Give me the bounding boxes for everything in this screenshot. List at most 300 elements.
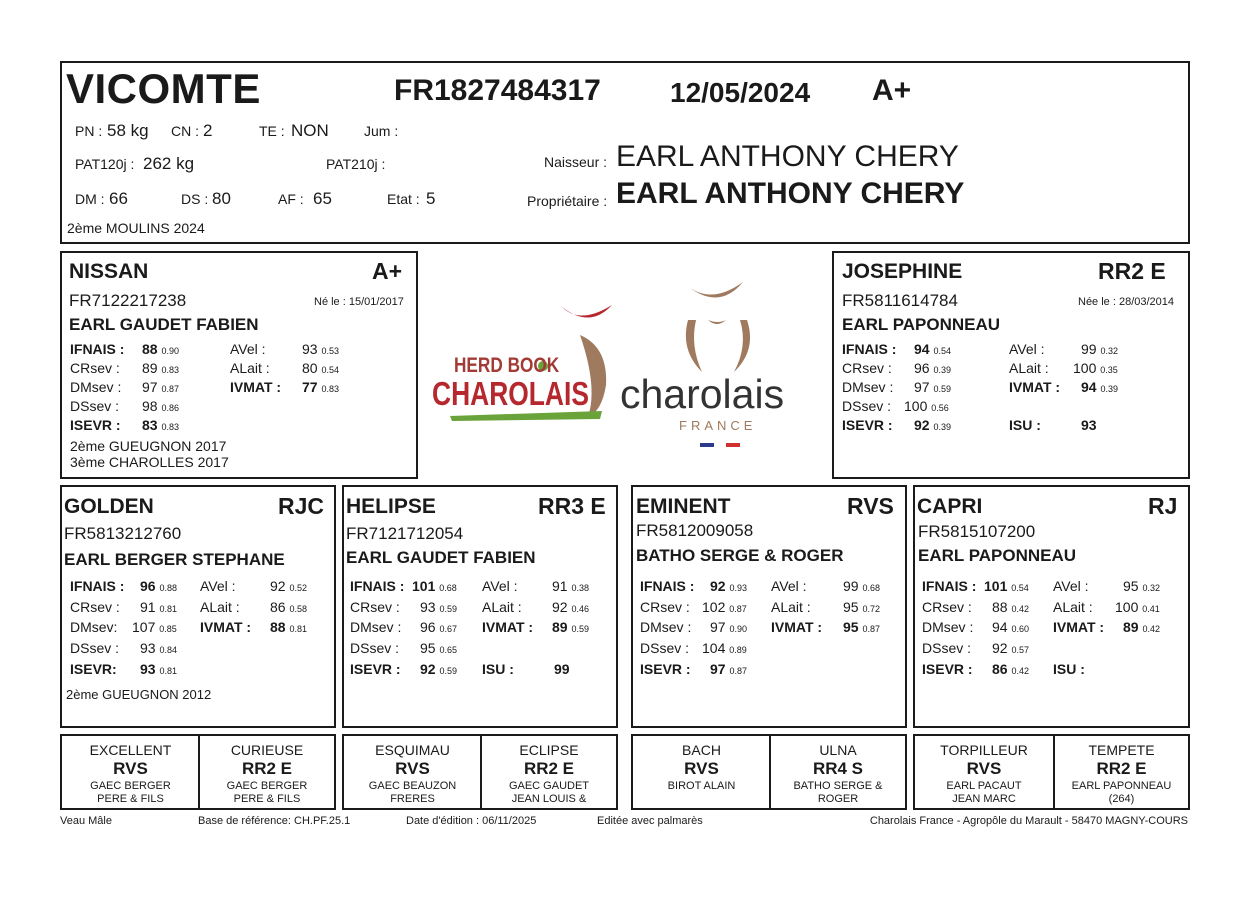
gp-isevr-row	[922, 661, 1029, 677]
sire-id: FR7122217238	[69, 291, 187, 310]
gp-avel-row	[482, 578, 589, 594]
france-wordmark: FRANCE	[679, 418, 757, 433]
great-grandparents-group-4	[913, 734, 1190, 810]
isevr-coef: 0.59	[439, 666, 457, 676]
dam-alait-row	[1009, 360, 1118, 376]
af-label: AF :	[278, 191, 304, 207]
ggp-name: ECLIPSE	[519, 742, 579, 758]
ggp-card-excellent	[62, 736, 199, 808]
isevr-label: ISEVR :	[842, 417, 893, 433]
ggp-owner-1: BIROT ALAIN	[667, 780, 736, 792]
gp-isu-row	[482, 661, 570, 677]
avel-value: 99	[1081, 341, 1097, 357]
proprietaire-label: Propriétaire :	[527, 193, 608, 209]
gp-crsev-row	[350, 599, 457, 615]
avel-label: AVel :	[1009, 341, 1045, 357]
dmsev-label: DMsev :	[350, 619, 402, 635]
ivmat-value: 88	[270, 619, 286, 635]
dam-grade: RR2 E	[1098, 258, 1166, 284]
gp-dssev-row	[640, 640, 747, 656]
isevr-value: 92	[914, 417, 930, 433]
sire-ivmat-row	[230, 379, 339, 395]
avel-label: AVel :	[1053, 578, 1089, 594]
af-value: 65	[313, 189, 332, 208]
avel-label: AVel :	[200, 578, 236, 594]
dmsev-coef: 0.67	[439, 624, 457, 634]
ggp-owner-1: BATHO SERGE &	[793, 780, 883, 792]
ggp-name: TEMPETE	[1088, 742, 1155, 758]
dssev-value: 98	[142, 398, 158, 414]
footer-organization: Charolais France - Agropôle du Marault - 58470 MAGNY-COURS	[869, 815, 1188, 827]
ivmat-label: IVMAT :	[1053, 619, 1105, 635]
gp-isevr-row	[70, 661, 177, 677]
ggp-owner-2: JEAN MARC	[952, 793, 1016, 805]
te-value: NON	[291, 121, 329, 140]
ggp-owner-1: GAEC GAUDET	[508, 780, 590, 792]
gp-dssev-row	[70, 640, 177, 656]
sire-birth-date: Né le : 15/01/2017	[314, 296, 404, 308]
footer-edition-date: Date d'édition : 06/11/2025	[406, 815, 537, 827]
dmsev-value: 97	[914, 379, 930, 395]
alait-coef: 0.41	[1142, 604, 1160, 614]
isevr-value: 86	[992, 661, 1008, 677]
ivmat-value: 89	[552, 619, 568, 635]
herd-book-charolais-logo	[430, 295, 620, 435]
dmsev-label: DMsev :	[70, 379, 122, 395]
naisseur-label: Naisseur :	[544, 154, 608, 170]
avel-coef: 0.68	[862, 583, 880, 593]
sire-avel-row	[230, 341, 339, 357]
dmsev-label: DMsev :	[640, 619, 692, 635]
isevr-value: 92	[420, 661, 436, 677]
ggp-owner-1: GAEC BEAUZON	[368, 780, 457, 792]
ivmat-value: 95	[843, 619, 859, 635]
gp-alait-row	[200, 599, 307, 615]
dssev-value: 95	[420, 640, 436, 656]
crsev-value: 89	[142, 360, 158, 376]
dmsev-value: 97	[142, 379, 158, 395]
grandparent-card-capri	[913, 485, 1190, 728]
avel-coef: 0.32	[1100, 346, 1118, 356]
gp-grade: RJ	[1148, 493, 1178, 519]
pn-value: 58 kg	[107, 121, 149, 140]
avel-label: AVel :	[771, 578, 807, 594]
gp-crsev-row	[922, 599, 1029, 615]
ifnais-label: IFNAIS :	[640, 578, 695, 594]
ggp-owner-1: EARL PAPONNEAU	[1071, 780, 1172, 792]
gp-ivmat-row	[1053, 619, 1160, 635]
ifnais-value: 96	[140, 578, 156, 594]
gp-name: HELIPSE	[346, 495, 436, 518]
gp-alait-row	[771, 599, 880, 615]
dssev-coef: 0.57	[1011, 645, 1029, 655]
gp-grade: RR3 E	[538, 493, 606, 519]
alait-label: ALait :	[200, 599, 240, 615]
gp-id: FR5815107200	[918, 522, 1036, 541]
pat120-value: 262 kg	[143, 154, 195, 173]
ifnais-label: IFNAIS :	[350, 578, 405, 594]
ivmat-label: IVMAT :	[1009, 379, 1061, 395]
dssev-label: DSsev :	[922, 640, 972, 656]
crsev-label: CRsev :	[70, 360, 120, 376]
ggp-card-eclipse	[482, 736, 616, 808]
dam-dssev-row	[842, 398, 949, 414]
gp-breeder: EARL BERGER STEPHANE	[64, 550, 285, 569]
etat-value: 5	[426, 189, 436, 208]
crsev-coef: 0.42	[1011, 604, 1029, 614]
ivmat-value: 94	[1081, 379, 1097, 395]
ivmat-coef: 0.87	[862, 624, 880, 634]
crsev-label: CRsev :	[350, 599, 400, 615]
isu-value: 99	[554, 661, 570, 677]
ggp-card-curieuse	[200, 736, 334, 808]
gp-ifnais-row	[922, 578, 1029, 594]
crsev-value: 102	[702, 599, 726, 615]
dssev-label: DSsev :	[640, 640, 690, 656]
dssev-value: 93	[140, 640, 156, 656]
dam-crsev-row	[842, 360, 951, 376]
ggp-grade: RR4 S	[812, 759, 864, 778]
herd-book-charolais-text: CHAROLAIS	[432, 375, 589, 412]
ds-value: 80	[212, 189, 231, 208]
pat210-label: PAT210j :	[326, 156, 386, 172]
great-grandparents-group-1	[60, 734, 336, 810]
ivmat-coef: 0.81	[289, 624, 307, 634]
avel-value: 95	[1123, 578, 1139, 594]
ggp-name: BACH	[682, 742, 721, 758]
dssev-coef: 0.84	[159, 645, 177, 655]
isevr-value: 97	[710, 661, 726, 677]
alait-coef: 0.72	[862, 604, 880, 614]
isevr-coef: 0.83	[161, 422, 179, 432]
sire-isevr-row	[70, 417, 179, 433]
ifnais-coef: 0.54	[1011, 583, 1029, 593]
alait-label: ALait :	[1053, 599, 1093, 615]
ggp-owner-2: PERE & FILS	[97, 793, 164, 805]
ivmat-value: 77	[302, 379, 318, 395]
crsev-coef: 0.39	[933, 365, 951, 375]
ivmat-label: IVMAT :	[230, 379, 282, 395]
isevr-value: 83	[142, 417, 158, 433]
charolais-france-logo	[620, 280, 825, 452]
great-grandparents-group-3	[631, 734, 907, 810]
dssev-label: DSsev :	[350, 640, 400, 656]
alait-value: 100	[1073, 360, 1097, 376]
alait-coef: 0.46	[571, 604, 589, 614]
dssev-value: 92	[992, 640, 1008, 656]
etat-label: Etat :	[387, 191, 420, 207]
ds-label: DS :	[181, 191, 209, 207]
alait-coef: 0.54	[321, 365, 339, 375]
avel-coef: 0.53	[321, 346, 339, 356]
ifnais-value: 88	[142, 341, 158, 357]
crsev-value: 93	[420, 599, 436, 615]
ifnais-coef: 0.93	[729, 583, 747, 593]
gp-isevr-row	[640, 661, 747, 677]
alait-label: ALait :	[1009, 360, 1049, 376]
charolais-wordmark: charolais	[620, 371, 785, 417]
gp-id: FR5813212760	[64, 524, 182, 543]
isu-value: 93	[1081, 417, 1097, 433]
footer-palmares: Editée avec palmarès	[597, 815, 703, 827]
ifnais-label: IFNAIS :	[922, 578, 977, 594]
dam-dmsev-row	[842, 379, 951, 395]
gp-alait-row	[1053, 599, 1160, 615]
ggp-name: TORPILLEUR	[940, 742, 1028, 758]
gp-breeder: EARL GAUDET FABIEN	[346, 548, 536, 567]
proprietaire-value: EARL ANTHONY CHERY	[616, 177, 965, 210]
gp-name: CAPRI	[917, 495, 983, 518]
dmsev-coef: 0.90	[729, 624, 747, 634]
dssev-value: 100	[904, 398, 928, 414]
grandparent-card-eminent	[631, 485, 907, 728]
avel-label: AVel :	[482, 578, 518, 594]
dmsev-coef: 0.87	[161, 384, 179, 394]
ggp-owner-2: FRERES	[390, 793, 435, 805]
sire-crsev-row	[70, 360, 179, 376]
footer-base: Base de référence: CH.PF.25.1	[198, 815, 351, 827]
ggp-owner-1: GAEC BERGER	[90, 780, 171, 792]
ggp-grade: RR2 E	[523, 759, 575, 778]
isevr-label: ISEVR :	[922, 661, 973, 677]
dmsev-coef: 0.59	[933, 384, 951, 394]
alait-label: ALait :	[482, 599, 522, 615]
dam-isu-row	[1009, 417, 1097, 433]
grandparent-card-golden	[60, 485, 336, 728]
dam-ivmat-row	[1009, 379, 1118, 395]
avel-label: AVel :	[230, 341, 266, 357]
dmsev-coef: 0.85	[159, 624, 177, 634]
gp-id: FR7121712054	[346, 524, 464, 543]
gp-grade: RVS	[847, 493, 894, 519]
pat120-label: PAT120j :	[75, 156, 135, 172]
ggp-grade: RR2 E	[1096, 759, 1147, 778]
isevr-coef: 0.81	[159, 666, 177, 676]
alait-label: ALait :	[771, 599, 811, 615]
jum-label: Jum :	[364, 123, 399, 139]
dam-birth-date: Née le : 28/03/2014	[1078, 296, 1175, 308]
gp-palmares: 2ème GUEUGNON 2012	[66, 687, 212, 702]
crsev-label: CRsev :	[640, 599, 690, 615]
ggp-grade: RVS	[395, 759, 430, 778]
isevr-label: ISEVR:	[70, 661, 117, 677]
gp-avel-row	[771, 578, 880, 594]
crsev-coef: 0.83	[161, 365, 179, 375]
animal-header-panel	[60, 61, 1190, 244]
ggp-owner-2: PERE & FILS	[233, 793, 301, 805]
animal-name: VICOMTE	[66, 65, 261, 112]
sire-ifnais-row	[70, 341, 179, 357]
crsev-coef: 0.81	[159, 604, 177, 614]
gp-name: EMINENT	[636, 495, 731, 518]
gp-dmsev-row	[640, 619, 747, 635]
ggp-owner-1: GAEC BERGER	[226, 780, 308, 792]
crsev-value: 96	[914, 360, 930, 376]
sire-name: NISSAN	[69, 260, 149, 283]
dam-card	[832, 251, 1190, 479]
animal-grade: A+	[872, 74, 912, 107]
gp-ivmat-row	[200, 619, 307, 635]
animal-id: FR1827484317	[394, 74, 601, 107]
gp-ivmat-row	[771, 619, 880, 635]
ivmat-coef: 0.39	[1100, 384, 1118, 394]
cn-value: 2	[203, 121, 213, 140]
ifnais-coef: 0.68	[439, 583, 457, 593]
dam-breeder: EARL PAPONNEAU	[842, 315, 1001, 334]
ivmat-value: 89	[1123, 619, 1139, 635]
sire-breeder: EARL GAUDET FABIEN	[69, 315, 259, 334]
isu-label: ISU :	[1009, 417, 1041, 433]
gp-avel-row	[1053, 578, 1160, 594]
ivmat-coef: 0.42	[1142, 624, 1160, 634]
dssev-label: DSsev :	[70, 640, 120, 656]
ifnais-label: IFNAIS :	[842, 341, 897, 357]
alait-value: 80	[302, 360, 318, 376]
alait-label: ALait :	[230, 360, 270, 376]
dmsev-label: DMsev:	[70, 619, 118, 635]
avel-value: 93	[302, 341, 318, 357]
isevr-coef: 0.87	[729, 666, 747, 676]
cn-label: CN :	[171, 123, 199, 139]
gp-ifnais-row	[640, 578, 747, 594]
alait-coef: 0.35	[1100, 365, 1118, 375]
dmsev-label: DMsev :	[842, 379, 894, 395]
gp-ivmat-row	[482, 619, 589, 635]
gp-isu-row	[1053, 661, 1113, 677]
crsev-value: 88	[992, 599, 1008, 615]
te-label: TE :	[259, 123, 285, 139]
ggp-name: ESQUIMAU	[375, 742, 450, 758]
ggp-card-tempete	[1055, 736, 1188, 808]
dmsev-coef: 0.60	[1011, 624, 1029, 634]
isevr-label: ISEVR :	[350, 661, 401, 677]
gp-dmsev-row	[922, 619, 1029, 635]
gp-grade: RJC	[278, 493, 325, 519]
ggp-owner-2: (264)	[1108, 793, 1135, 805]
ggp-card-esquimau	[344, 736, 481, 808]
isevr-value: 93	[140, 661, 156, 677]
avel-coef: 0.38	[571, 583, 589, 593]
ivmat-label: IVMAT :	[482, 619, 534, 635]
ivmat-label: IVMAT :	[200, 619, 252, 635]
ggp-name: CURIEUSE	[230, 742, 304, 758]
avel-value: 92	[270, 578, 286, 594]
crsev-label: CRsev :	[70, 599, 120, 615]
gp-dssev-row	[350, 640, 457, 656]
dssev-label: DSsev :	[842, 398, 892, 414]
isevr-label: ISEVR :	[640, 661, 691, 677]
ifnais-coef: 0.90	[161, 346, 179, 356]
sire-palmares-1: 2ème GUEUGNON 2017	[70, 438, 227, 454]
dmsev-label: DMsev :	[922, 619, 974, 635]
sire-dmsev-row	[70, 379, 179, 395]
ifnais-coef: 0.54	[933, 346, 951, 356]
gp-crsev-row	[640, 599, 747, 615]
avel-value: 91	[552, 578, 568, 594]
dmsev-value: 107	[132, 619, 156, 635]
ggp-owner-2: JEAN LOUIS &	[511, 793, 587, 805]
dssev-coef: 0.89	[729, 645, 747, 655]
herd-book-text: HERD BOOK	[454, 354, 560, 377]
gp-breeder: BATHO SERGE & ROGER	[636, 546, 844, 565]
ggp-grade: RVS	[684, 759, 719, 778]
alait-value: 92	[552, 599, 568, 615]
dam-avel-row	[1009, 341, 1118, 357]
ggp-name: EXCELLENT	[89, 742, 172, 758]
dssev-coef: 0.56	[931, 403, 949, 413]
crsev-label: CRsev :	[922, 599, 972, 615]
pn-label: PN :	[75, 123, 103, 139]
ifnais-value: 101	[984, 578, 1008, 594]
gp-dmsev-row	[350, 619, 457, 635]
ggp-name: ULNA	[819, 742, 857, 758]
crsev-value: 91	[140, 599, 156, 615]
dssev-coef: 0.86	[161, 403, 179, 413]
dmsev-value: 97	[710, 619, 726, 635]
gp-breeder: EARL PAPONNEAU	[918, 546, 1077, 565]
gp-dmsev-row	[70, 619, 177, 635]
dam-name: JOSEPHINE	[842, 260, 963, 283]
dam-ifnais-row	[842, 341, 951, 357]
isevr-coef: 0.39	[933, 422, 951, 432]
alait-value: 100	[1115, 599, 1139, 615]
ifnais-coef: 0.88	[159, 583, 177, 593]
ivmat-coef: 0.59	[571, 624, 589, 634]
crsev-coef: 0.87	[729, 604, 747, 614]
sire-alait-row	[230, 360, 339, 376]
alait-coef: 0.58	[289, 604, 307, 614]
alait-value: 86	[270, 599, 286, 615]
isevr-coef: 0.42	[1011, 666, 1029, 676]
dam-isevr-row	[842, 417, 951, 433]
dam-id: FR5811614784	[842, 291, 958, 310]
ggp-grade: RVS	[113, 759, 148, 778]
dssev-coef: 0.65	[439, 645, 457, 655]
dm-label: DM :	[75, 191, 105, 207]
ifnais-label: IFNAIS :	[70, 341, 125, 357]
naisseur-value: EARL ANTHONY CHERY	[616, 140, 959, 173]
dm-value: 66	[109, 189, 128, 208]
ggp-owner-2: ROGER	[817, 793, 859, 805]
crsev-coef: 0.59	[439, 604, 457, 614]
gp-id: FR5812009058	[636, 521, 754, 540]
ivmat-label: IVMAT :	[771, 619, 823, 635]
animal-birth-date: 12/05/2024	[670, 77, 811, 108]
gp-crsev-row	[70, 599, 177, 615]
isevr-label: ISEVR :	[70, 417, 121, 433]
great-grandparents-group-2	[342, 734, 618, 810]
ggp-grade: RVS	[966, 759, 1002, 778]
gp-ifnais-row	[350, 578, 457, 594]
isu-label: ISU :	[1053, 661, 1085, 677]
ggp-card-torpilleur	[915, 736, 1053, 808]
gp-alait-row	[482, 599, 589, 615]
sire-dssev-row	[70, 398, 179, 414]
ggp-grade: RR2 E	[241, 759, 293, 778]
ifnais-value: 101	[412, 578, 436, 594]
ivmat-coef: 0.83	[321, 384, 339, 394]
gp-ifnais-row	[70, 578, 177, 594]
ifnais-value: 92	[710, 578, 726, 594]
footer-sex: Veau Mâle	[60, 815, 112, 827]
isu-label: ISU :	[482, 661, 514, 677]
dmsev-value: 96	[420, 619, 436, 635]
gp-isevr-row	[350, 661, 457, 677]
ggp-owner-1: EARL PACAUT	[946, 780, 1022, 792]
ifnais-value: 94	[914, 341, 930, 357]
gp-avel-row	[200, 578, 307, 594]
sire-card	[60, 251, 418, 479]
